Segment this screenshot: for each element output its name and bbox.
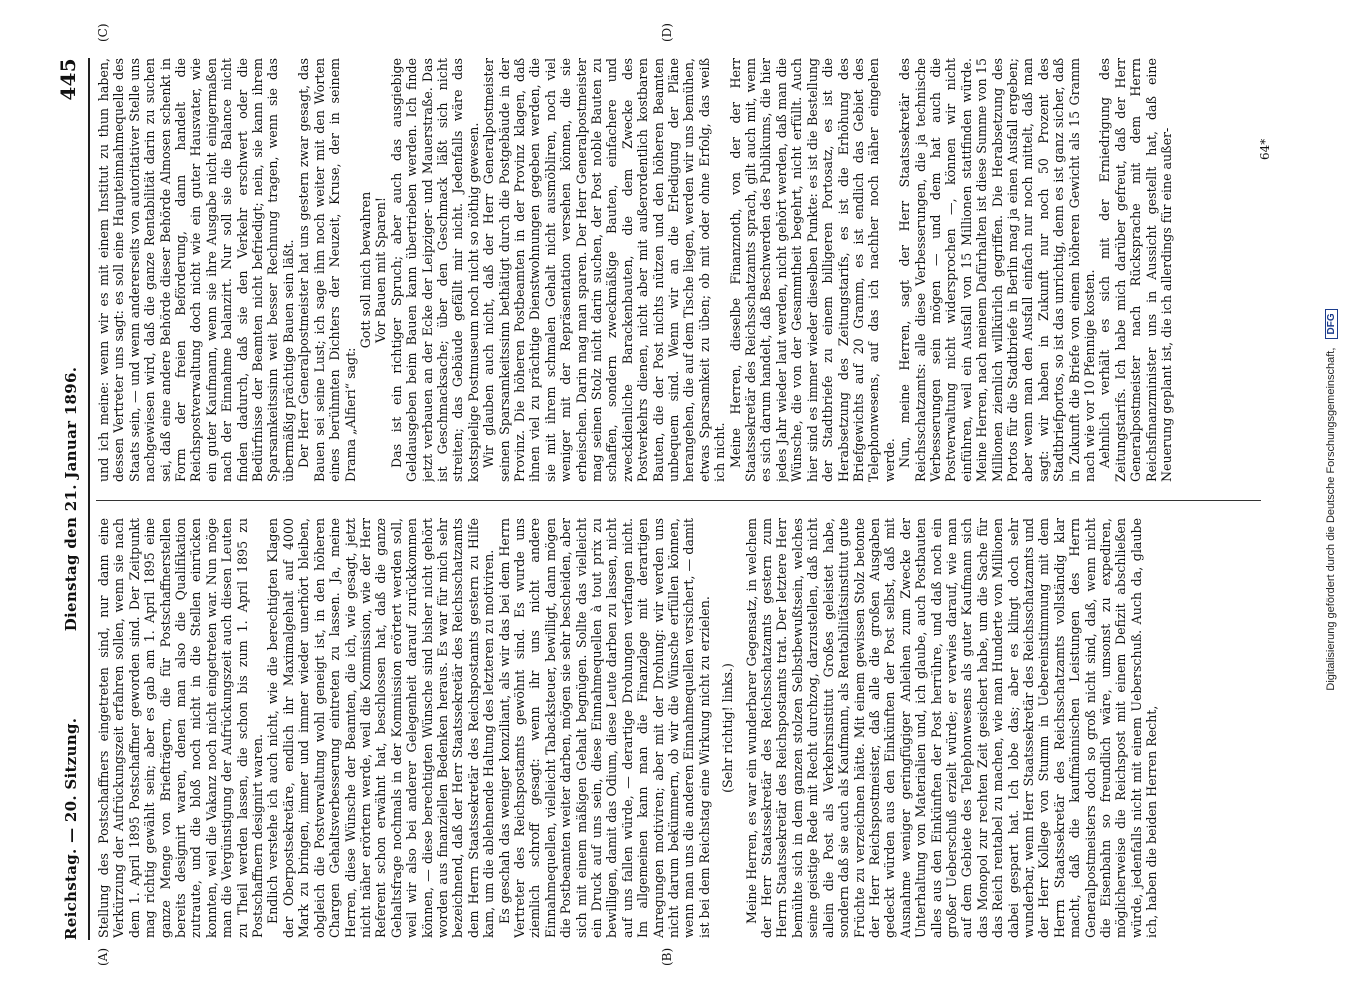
page-reference: 64* (1258, 138, 1272, 160)
paragraph: Meine Herren, es war ein wunderbarer Gegensatz, in welchem der Herr Staatssekretär des Reichsschatzamts gestern zum Herrn Staatssekretär des Reichspostamts trat. Der letztere Herr bemühte sich in dem ganzen stolzen Selbstbewußtsein, welches seine geistige Rede mit Recht durchzog, darzustellen, daß nicht allein die Post als Verkehrsinstitut Großes geleistet habe, sondern daß sie auch als Kaufmann, als Rentabilitätsinstitut gute Früchte zu verzeichnen hätte. Mit einem gewissen Stolz betonte der Herr Reichspostmeister, daß alle die großen Ausgaben gedeckt würden aus den Einkünften der Post selbst, daß mit Ausnahme weniger geringfügiger Anleihen zum Zwecke der Unterhaltung von Materialien und, ich glaube, auch Postbauten alles aus den Einkünften der Post herrühre, und daß noch ein großer Ueberschuß erzielt würde; er verwies darauf, wie man auf dem Gebiete des Telephonwesens als guter Kaufmann sich das Monopol zur rechten Zeit gesichert habe, um die Sache für das Reich rentabel zu machen, wie man Hunderte von Millionen dabei gespart hat. Ich lobe das; aber es klingt doch sehr wunderbar, wenn Herr Staatssekretär des Reichsschatzamts und der Herr Kollege von Stumm in Uebereinstimmung mit dem Herrn Staatssekretär des Reichsschatzamts vollständig klar macht, daß die kaufmännischen Leistungen des Herrn Generalpostmeisters doch so groß nicht sind, daß, wenn nicht die Eisenbahn so freundlich wäre, umsonst zu expediren, möglicherweise die Reichspost mit einem Defizit abschließen würde, jedenfalls nicht mit einem Ueberschuß. Auch da, glaube ich, haben die beiden Herren Recht, (743, 518, 1160, 938)
digitization-footer (1325, 0, 1338, 1000)
paragraph: Meine Herren, dieselbe Finanznoth, von der der Herr Staatssekretär des Reichsschatzamts sprach, gilt auch mit, wenn es sich darum handelt, daß Beschwerden des Publikums, die hier jedes Jahr wieder laut werden, nicht gehört werden, daß man die Wünsche, die von der Gesammtheit begehrt, nicht erfüllt. Auch hier sind es immer wieder dieselben Punkte: es ist die Bestellung der Stadtbriefe zu einem billigeren Portosatz, es ist die Herabsetzung des Zeitungstarifs, es ist die Erhöhung des Briefgewichts auf 20 Gramm, es ist endlich das Gebiet des Telephonwesens, auf das ich nachher noch näher eingehen werde. (727, 58, 897, 482)
verse-line: Gott soll mich bewahren (357, 191, 373, 349)
footer-text: Digitalisierung gefördert durch die Deutsche Forschungsgemeinschaft, (1325, 347, 1337, 691)
paragraph: Stellung des Postschaffners eingetreten sind, nur dann eine Verkürzung der Aufrückungszeit erfahren sollen, wenn sie nach dem 1. April 1895 Postschaffner geworden sind. Der Zeitpunkt mag richtig gewählt sein; aber es gab am 1. April 1895 eine ganze Menge von Briefträgern, die für Postschaffnerstellen bereits designirt waren, denen man also die Qualifikation zutraute, und die bloß noch nicht in die Stellen einrücken konnten, weil die Vakanz noch nicht eingetreten war. Nun möge man die Vergünstigung der Aufrückungszeit auch diesen Leuten zu Theil werden lassen, die schon bis zum 1. April 1895 zu Postschaffnern designirt waren. (96, 518, 266, 938)
margin-marker-a: (A) (96, 947, 110, 966)
text-column-right (96, 58, 1266, 482)
margin-marker-d: (D) (660, 23, 674, 42)
header-session: Reichstag. — 20. Sitzung. (62, 717, 80, 940)
paragraph: Wir glauben auch nicht, daß der Herr Generalpostmeister seinen Sparsamkeitssinn bethätigt durch die Postgebäude in der Provinz. Die höheren Postbeamten in der Provinz klagen, daß ihnen viel zu prächtige Dienstwohnungen gegeben werden, die sie mit ihrem schmalen Gehalt nicht ausmöbliren, noch viel weniger mit der Repräsentation versehen können, die sie erheischen. Darin mag man sparen. Der Herr Generalpostmeister mag seinen Stolz nicht darin suchen, der Post noble Bauten zu schaffen, sondern zweckmäßige Bauten, einfachere und zweckdienliche Barackenbauten, die dem Zwecke des Postverkehrs dienen, nicht aber mit außerordentlich kostbaren Bauten, die der Post nichts nützen und den höheren Beamten unbequem sind. Wenn wir an die Erledigung der Pläne herangehen, die auf dem Tische liegen, werden wir uns bemühen, etwas Sparsamkeit zu üben; ob mit oder ohne Erfolg, das weiß ich nicht. (481, 58, 728, 482)
column-divider (96, 500, 1261, 501)
page-header (56, 58, 86, 940)
paragraph: Es geschah das weniger konziliant, als wir das bei dem Herrn Vertreter des Reichspostamts gewöhnt sind. Es wurde uns ziemlich schroff gesagt: wenn ihr uns nicht andere Einnahmequellen, vielleicht Tabacksteuer, bewilligt, dann mögen die Postbeamten weiter darben, mögen sie sehr bescheiden, aber sich mit einem mäßigen Gehalt begnügen. Sollte das vielleicht ein Druck auf uns sein, diese Einnahmequellen à tout prix zu bewilligen, damit das Odium, diese Leute darben zu lassen, nicht auf uns fallen würde, — derartige Drohungen verfangen nicht. Im allgemeinen kann man die Finanzlage mit derartigen Anregungen motiviren; aber mit der Drohung: wir werden uns nicht darum bekümmern, ob wir die Wünsche erfüllen können, wenn man uns die anderen Einnahmequellen versichert, — damit ist bei dem Reichstag eine Wirkung nicht zu erzielen. (496, 518, 712, 938)
verse-line: Vor Bauen mit Sparen! (373, 197, 389, 343)
paragraph: und ich meine: wenn wir es mit einem Institut zu thun haben, dessen Vertreter uns sagt: es soll eine Haupteinnahmequelle des Staats sein, — und wenn andererseits von autoritativer Stelle uns nachgewiesen wird, daß die ganze Rentabilität darin zu suchen sei, daß eine andere Behörde dieser Behörde Almosen schenkt in Form der freien Beförderung, dann handelt die Reichspostverwaltung doch nicht wie ein guter Hausvater, wie ein guter Kaufmann, wenn sie ihre Ausgabe nicht einigermaßen nach der Einnahme balanzirt. Nur soll sie die Balance nicht finden dadurch, daß sie den Verkehr erschwert oder die Bedürfnisse der Beamten nicht befriedigt; nein, sie kann ihrem Sparsamkeitssinn weit besser Rechnung tragen, wenn sie das übermäßig prächtige Bauen sein läßt. (96, 58, 296, 482)
paragraph: Endlich verstehe ich auch nicht, wie die berechtigten Klagen der Oberpostsekretäre, endlich ihr Maximalgehalt auf 4000 Mark zu bringen, immer und immer wieder unerhört bleiben, obgleich die Postverwaltung wohl geneigt ist, in den höheren Chargen Gehaltsverbesserung eintreten zu lassen. Ja, meine Herren, diese Wünsche der Beamten, die ich, wie gesagt, jetzt nicht näher erörtern werde, weil die Kommission, wie der Herr Referent schon erwähnt hat, beschlossen hat, daß die ganze Gehaltsfrage nochmals in der Kommission erörtert werden soll, weil wir also bei anderer Gelegenheit darauf zurückkommen können, — diese berechtigten Wünsche sind bisher nicht gehört worden aus finanziellen Bedenken heraus. Es war für mich sehr bezeichnend, daß der Herr Staatssekretär des Reichsschatzamts dem Herrn Staatssekretär des Reichspostamts gestern zu Hilfe kam, um die ablehnende Haltung des letzteren zu motiviren. (265, 518, 497, 938)
margin-marker-b: (B) (660, 947, 674, 966)
applause-note: (Sehr richtig! links.) (720, 663, 736, 793)
header-rule (88, 58, 90, 940)
page-number: 445 (56, 58, 80, 101)
paragraph: Nun, meine Herren, sagt der Herr Staatssekretär des Reichsschatzamts: alle diese Verbesserungen, die ja technische Verbesserungen sein mögen — und dem hat auch die Postverwaltung nicht widersprochen —, können wir nicht einführen, weil ein Ausfall von 15 Millionen stattfinden würde. Meine Herren, nach meinem Dafürhalten ist diese Summe von 15 Millionen ziemlich willkürlich gegriffen. Die Herabsetzung des Portos für die Stadtbriefe in Berlin mag ja einen Ausfall ergeben; aber wenn man den Ausfall einfach nur noch mittelt, daß man sagt: wir haben in Zukunft nur noch 50 Prozent des Stadtbriefportos, so ist das unrichtig, denn es ist ganz sicher, daß in Zukunft die Briefe von einem höheren Gewicht als 15 Gramm nach wie vor 10 Pfennige kosten. (897, 58, 1097, 482)
paragraph: Das ist ein richtiger Spruch; aber auch das ausgiebige Geldausgeben beim Bauen kann übertrieben werden. Ich finde jetzt verbauen an der Ecke der Leipziger- und Mauerstraße. Das ist Geschmacksache; über den Geschmack läßt sich nicht streiten; das Gebäude gefällt mir nicht. Jedenfalls wäre das kostspielige Postmuseum noch nicht so nöthig gewesen. (388, 58, 481, 482)
paragraph: Aehnlich verhält es sich mit der Erniedrigung des Zeitungstarifs. Ich habe mich darüber gefreut, daß der Herr Generalpostmeister nach Rücksprache mit dem Herrn Reichsfinanzminister uns in Aussicht gestellt hat, daß eine Neuerung geplant ist, die ich allerdings für eine außer- (1097, 58, 1175, 482)
margin-marker-c: (C) (96, 23, 110, 42)
header-date: Dienstag den 21. Januar 1896. (62, 366, 80, 632)
dfg-logo: DFG (1325, 309, 1338, 338)
paragraph: Der Herr Generalpostmeister hat uns gestern zwar gesagt, das Bauen sei seine Lust; ich sage ihm noch weiter mit den Worten eines berühmten Dichters der Neuzeit, Kruse, der in seinem Drama „Alfieri“ sagt: (296, 58, 358, 482)
text-column-left (96, 518, 1266, 938)
